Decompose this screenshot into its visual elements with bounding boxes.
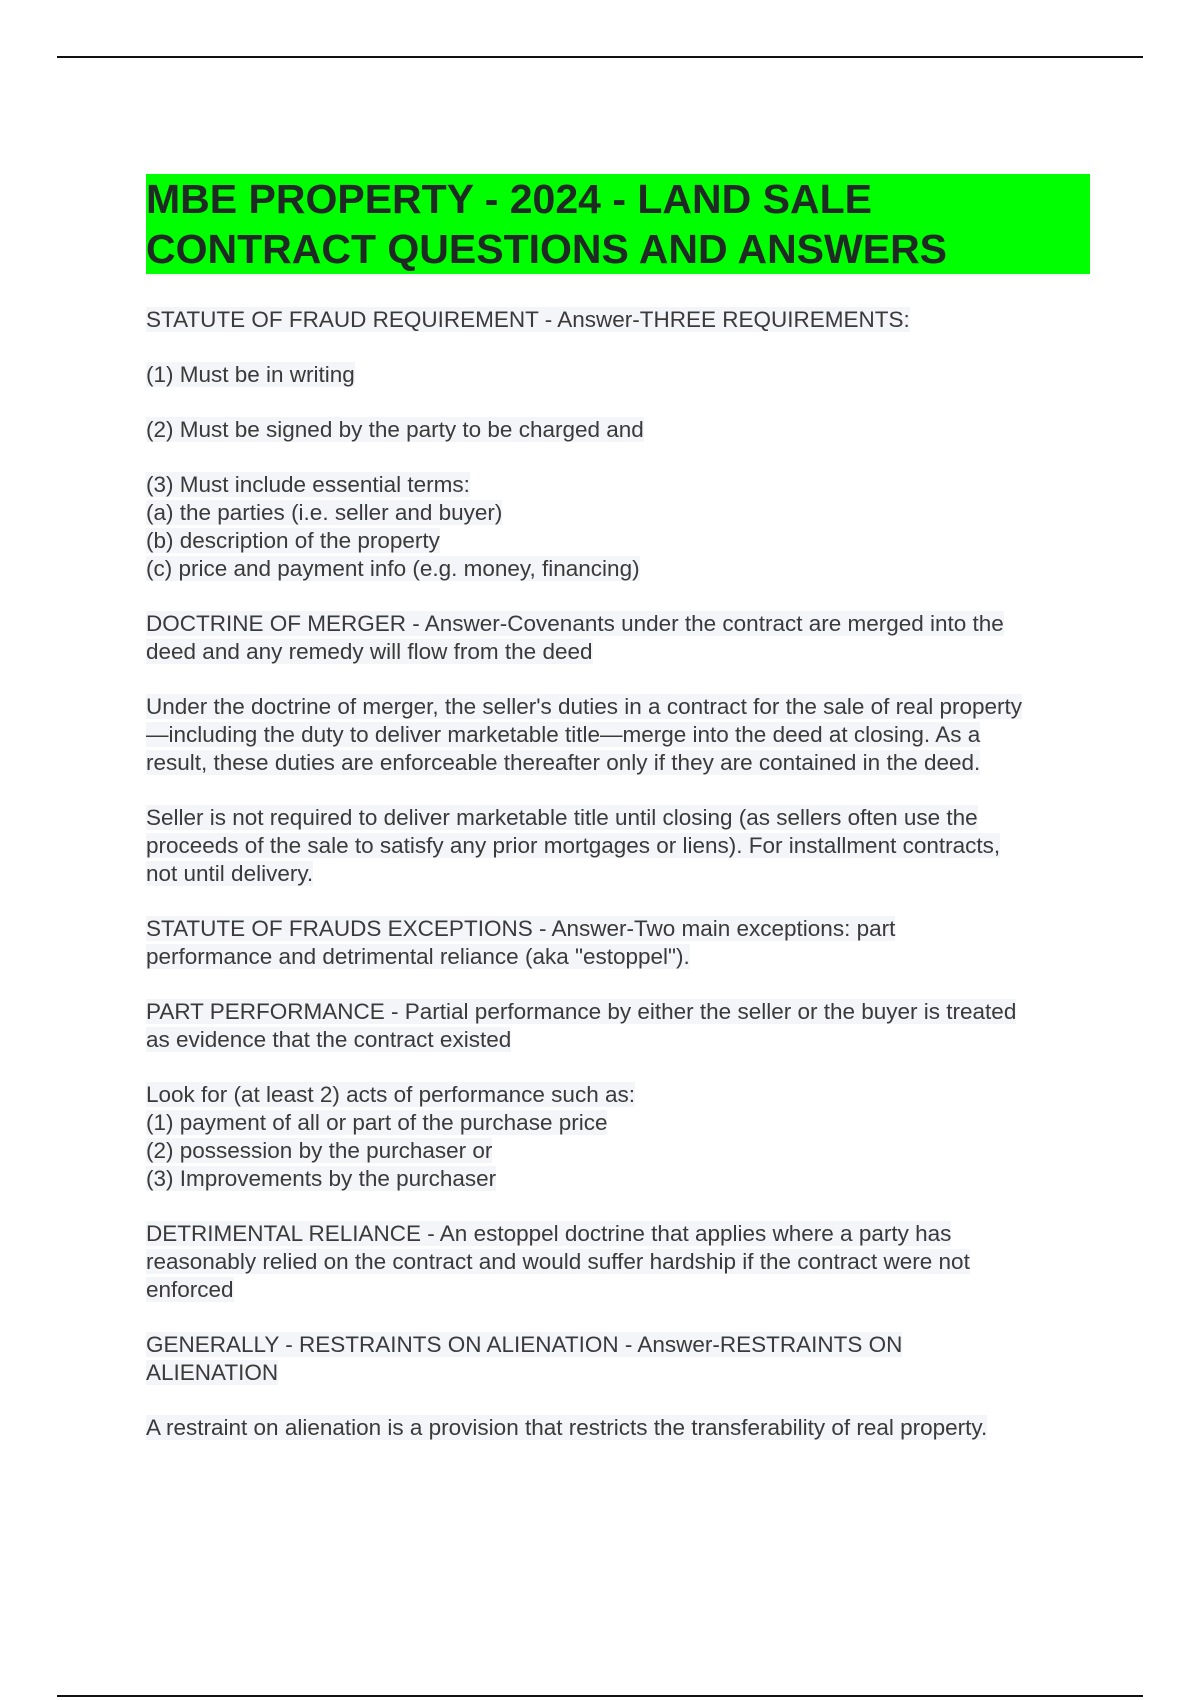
text-line: (1) Must be in writing	[146, 362, 355, 387]
top-rule	[57, 56, 1143, 58]
document-body	[146, 174, 1090, 1469]
text-line: STATUTE OF FRAUD REQUIREMENT - Answer-THREE REQUIREMENTS:	[146, 307, 910, 332]
text-line: Seller is not required to deliver marketable title until closing (as sellers often use the	[146, 805, 978, 830]
title-box	[146, 174, 1090, 276]
text-line: GENERALLY - RESTRAINTS ON ALIENATION - Answer-RESTRAINTS ON	[146, 1332, 903, 1357]
performance-acts-list	[146, 1081, 1090, 1193]
text-line: ALIENATION	[146, 1360, 279, 1385]
text-line: (b) description of the property	[146, 528, 440, 553]
text-line: DETRIMENTAL RELIANCE - An estoppel doctrine that applies where a party has	[146, 1221, 952, 1246]
qa-detrimental-reliance	[146, 1220, 1090, 1304]
merger-explanation	[146, 693, 1090, 777]
text-line: DOCTRINE OF MERGER - Answer-Covenants under the contract are merged into the	[146, 611, 1004, 636]
text-line: performance and detrimental reliance (aka "estoppel").	[146, 944, 690, 969]
text-line: result, these duties are enforceable thereafter only if they are contained in the deed.	[146, 750, 981, 775]
text-line: (2) possession by the purchaser or	[146, 1138, 493, 1163]
text-line: STATUTE OF FRAUDS EXCEPTIONS - Answer-Two main exceptions: part	[146, 916, 896, 941]
title-line: MBE PROPERTY - 2024 - LAND SALE	[146, 176, 872, 222]
text-line: reasonably relied on the contract and would suffer hardship if the contract were not	[146, 1249, 970, 1274]
document-title	[146, 174, 1090, 274]
text-line: Under the doctrine of merger, the seller's duties in a contract for the sale of real property	[146, 694, 1022, 719]
text-line: (1) payment of all or part of the purchase price	[146, 1110, 608, 1135]
text-line: not until delivery.	[146, 861, 314, 886]
qa-statute-of-frauds-exceptions	[146, 915, 1090, 971]
text-line: (c) price and payment info (e.g. money, financing)	[146, 556, 640, 581]
text-line: enforced	[146, 1277, 234, 1302]
qa-part-performance	[146, 998, 1090, 1054]
text-line: proceeds of the sale to satisfy any prior mortgages or liens). For installment contracts,	[146, 833, 1001, 858]
text-line: Look for (at least 2) acts of performance such as:	[146, 1082, 635, 1107]
qa-restraints-on-alienation	[146, 1331, 1090, 1387]
marketable-title-note	[146, 804, 1090, 888]
title-line: CONTRACT QUESTIONS AND ANSWERS	[146, 226, 948, 272]
requirement-signed	[146, 416, 1090, 444]
text-line: (a) the parties (i.e. seller and buyer)	[146, 500, 503, 525]
restraint-definition	[146, 1414, 1090, 1442]
text-line: (3) Must include essential terms:	[146, 472, 470, 497]
requirement-writing	[146, 361, 1090, 389]
text-line: as evidence that the contract existed	[146, 1027, 512, 1052]
text-line: PART PERFORMANCE - Partial performance by either the seller or the buyer is treated	[146, 999, 1017, 1024]
text-line: deed and any remedy will flow from the deed	[146, 639, 593, 664]
text-line: (2) Must be signed by the party to be charged and	[146, 417, 644, 442]
requirement-essential-terms	[146, 471, 1090, 583]
qa-statute-of-fraud-requirement	[146, 306, 1090, 334]
qa-doctrine-of-merger	[146, 610, 1090, 666]
text-line: A restraint on alienation is a provision that restricts the transferability of real property.	[146, 1415, 988, 1440]
text-line: (3) Improvements by the purchaser	[146, 1166, 497, 1191]
bottom-rule	[57, 1695, 1143, 1697]
text-line: —including the duty to deliver marketable title—merge into the deed at closing. As a	[146, 722, 981, 747]
